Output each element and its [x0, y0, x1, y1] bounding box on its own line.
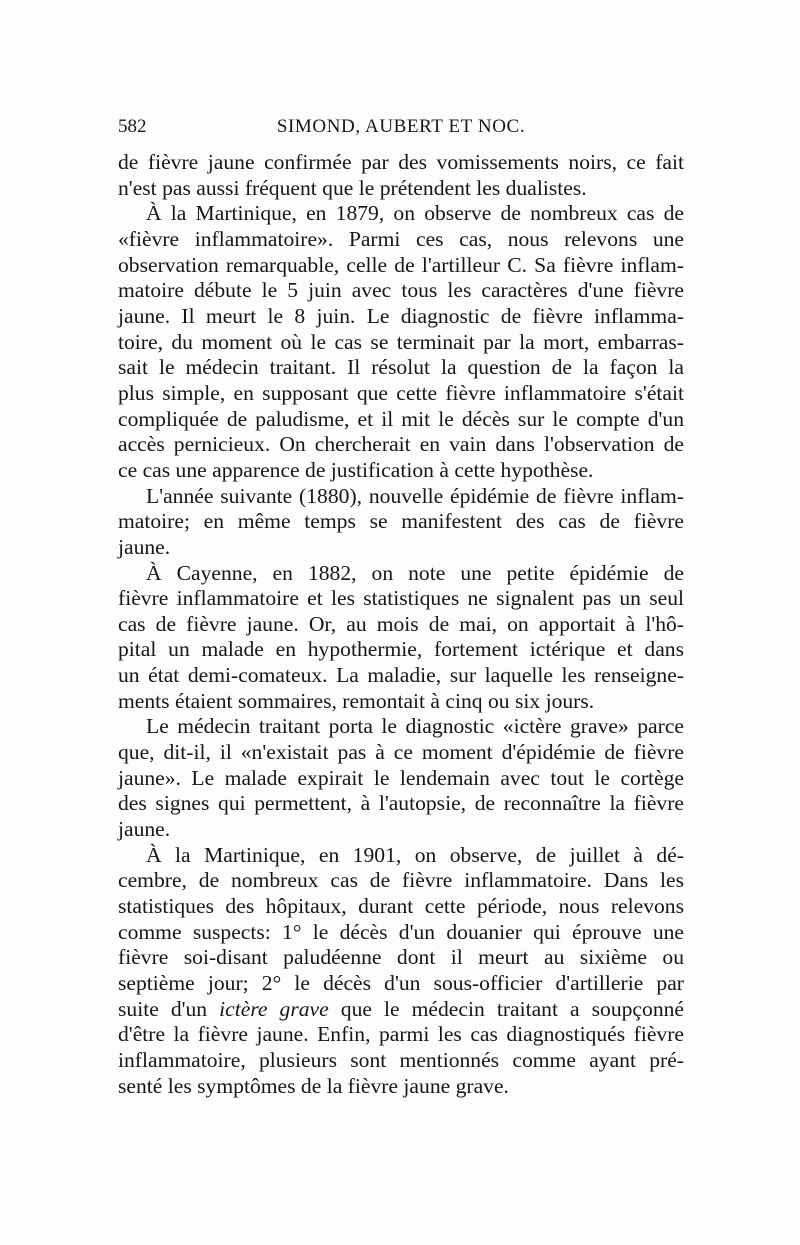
text-line: un état demi-comateux. La maladie, sur laquelle les renseigne-: [118, 663, 684, 688]
text-line: compliquée de paludisme, et il mit le décès sur le compte d'un: [118, 406, 684, 431]
body-text: [118, 150, 684, 1099]
text-line: matoire débute le 5 juin avec tous les caractères d'une fièvre: [118, 278, 684, 303]
text-line: de fièvre jaune confirmée par des vomissements noirs, ce fait: [118, 150, 684, 174]
text-line: ce cas une apparence de justification à cette hypothèse.: [118, 457, 594, 482]
line-segment: que le médecin traitant a soupçonné: [328, 996, 684, 1021]
text-line: fièvre soi-disant paludéenne dont il meurt au sixième ou: [118, 945, 684, 970]
text-line: senté les symptômes de la fièvre jaune grave.: [118, 1073, 509, 1098]
text-line: «fièvre inflammatoire». Parmi ces cas, nous relevons une: [118, 226, 684, 251]
text-line: accès pernicieux. On chercherait en vain dans l'observation de: [118, 432, 684, 457]
text-line: L'année suivante (1880), nouvelle épidémie de fièvre inflam-: [146, 483, 684, 508]
text-line: pital un malade en hypothermie, fortement ictérique et dans: [118, 637, 684, 662]
text-line: jaune. Il meurt le 8 juin. Le diagnostic de fièvre inflamma-: [118, 303, 684, 328]
paragraph-3: [118, 484, 684, 561]
page-number: 582: [118, 116, 147, 137]
paragraph-5: [118, 714, 684, 842]
paragraph-6: [118, 843, 684, 1100]
text-line: statistiques des hôpitaux, durant cette période, nous relevons: [118, 894, 684, 919]
text-line: sait le médecin traitant. Il résolut la question de la façon la: [118, 355, 684, 380]
text-line: cas de fièvre jaune. Or, au mois de mai, on apportait à l'hô-: [118, 611, 684, 636]
running-title: SIMOND, AUBERT ET NOC.: [276, 116, 526, 137]
paragraph-1: [118, 150, 684, 201]
text-line: ments étaient sommaires, remontait à cinq ou six jours.: [118, 688, 595, 713]
italic-term: ictère grave: [219, 996, 329, 1021]
text-line: matoire; en même temps se manifestent des cas de fièvre: [118, 509, 684, 534]
text-line: septième jour; 2° le décès d'un sous-officier d'artillerie par: [118, 971, 684, 995]
text-line: jaune». Le malade expirait le lendemain avec tout le cortège: [118, 765, 684, 790]
text-line: d'être la fièvre jaune. Enfin, parmi les cas diagnostiqués fièvre: [118, 1022, 684, 1047]
text-line: toire, du moment où le cas se terminait par la mort, embarras-: [118, 329, 684, 354]
text-line: observation remarquable, celle de l'artilleur C. Sa fièvre inflam-: [118, 252, 684, 277]
paragraph-4: [118, 561, 684, 715]
paragraph-2: [118, 201, 684, 483]
text-line: plus simple, en supposant que cette fièvre inflammatoire s'était: [118, 380, 684, 405]
text-line: que, dit-il, il «n'existait pas à ce moment d'épidémie de fièvre: [118, 740, 684, 765]
text-line: À Cayenne, en 1882, on note une petite épidémie de: [146, 560, 684, 585]
running-head: [118, 116, 684, 138]
text-line-with-italic: [118, 997, 684, 1023]
text-line: À la Martinique, en 1901, on observe, de juillet à dé-: [146, 842, 684, 867]
text-line: À la Martinique, en 1879, on observe de nombreux cas de: [146, 201, 684, 226]
text-line: inflammatoire, plusieurs sont mentionnés comme ayant pré-: [118, 1047, 684, 1072]
line-segment: suite d'un: [118, 996, 220, 1021]
text-line: cembre, de nombreux cas de fièvre inflammatoire. Dans les: [118, 868, 684, 893]
text-line: fièvre inflammatoire et les statistiques ne signalent pas un seul: [118, 586, 684, 611]
text-line: Le médecin traitant porta le diagnostic «ictère grave» parce: [146, 714, 684, 739]
text-line: des signes qui permettent, à l'autopsie, de reconnaître la fièvre: [118, 791, 684, 816]
text-line: n'est pas aussi fréquent que le prétendent les dualistes.: [118, 175, 587, 200]
text-line: jaune.: [118, 534, 171, 559]
text-line: comme suspects: 1° le décès d'un douanier qui éprouve une: [118, 919, 684, 944]
text-line: jaune.: [118, 817, 171, 842]
